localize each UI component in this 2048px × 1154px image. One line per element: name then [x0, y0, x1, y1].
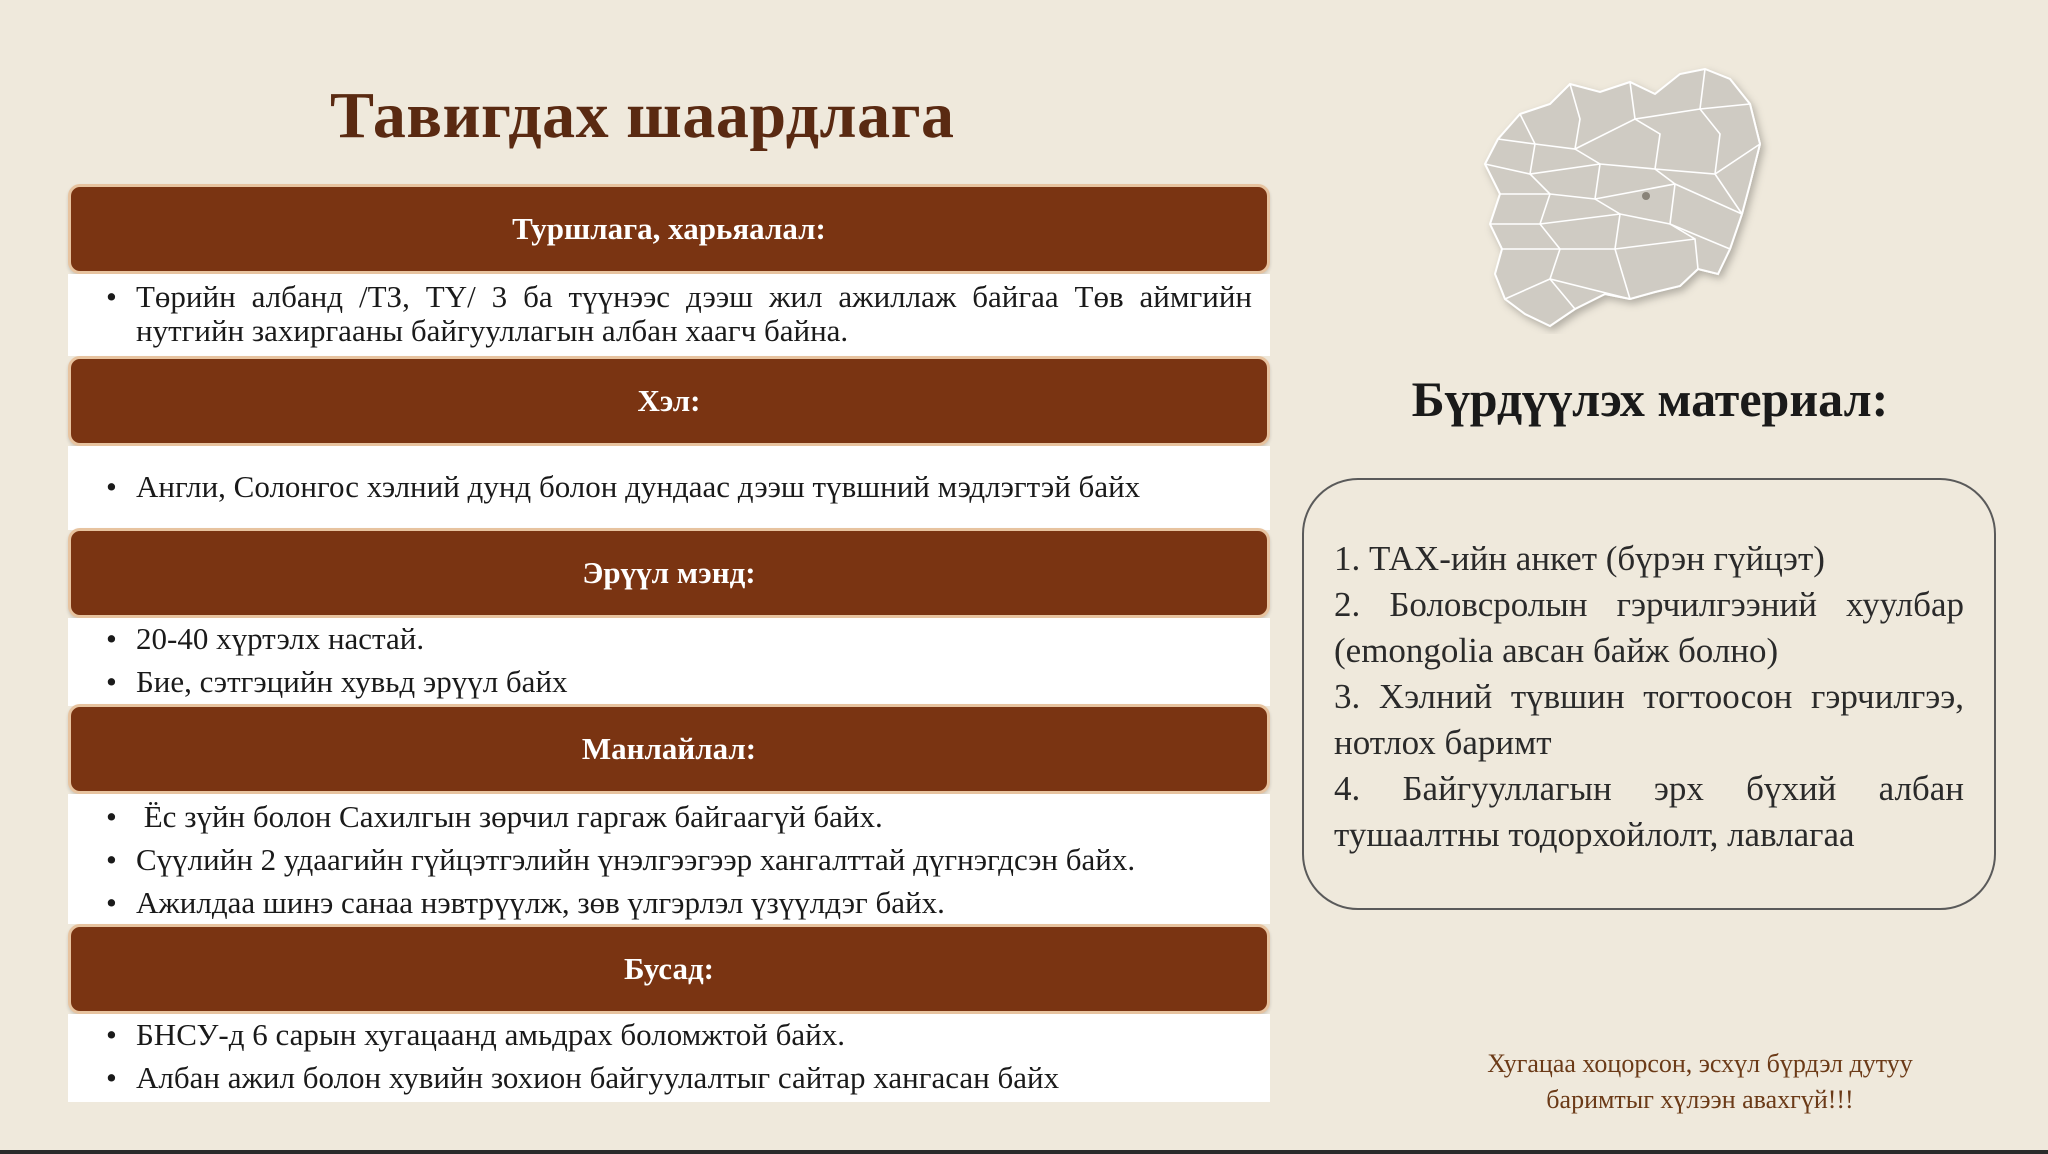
list-item: • БНСУ-д 6 сарын хугацаанд амьдрах боломжтой байх.: [106, 1018, 1252, 1052]
list-item: • Бие, сэтгэцийн хувьд эрүүл байх: [106, 665, 1252, 699]
section-header-language: Хэл:: [68, 356, 1270, 446]
list-item: • Ажилдаа шинэ санаа нэвтрүүлж, зөв үлгэрлэл үзүүлдэг байх.: [106, 886, 1252, 920]
page-title: Тавигдах шаардлага: [330, 79, 955, 152]
list-item: • Төрийн албанд /ТЗ, ТҮ/ 3 ба түүнээс дээш жил ажиллаж байгаа Төв аймгийн нутгийн захиргааны байгууллагын албан хаагч байна.: [106, 280, 1252, 348]
section-body-leadership: [68, 794, 1270, 924]
deadline-note-line: баримтыг хүлээн авахгүй!!!: [1546, 1085, 1854, 1114]
section-header-experience: Туршлага, харьяалал:: [68, 184, 1270, 274]
province-map-icon: [1480, 64, 1780, 334]
materials-box: [1302, 478, 1996, 910]
deadline-note-line: Хугацаа хоцорсон, эсхүл бүрдэл дутуу: [1487, 1049, 1913, 1078]
deadline-note: [1420, 1046, 1980, 1118]
materials-item: 4. Байгууллагын эрх бүхий албан тушаалтны тодорхойлолт, лавлагаа: [1334, 769, 1964, 854]
section-body-language: [68, 446, 1270, 530]
materials-item: 2. Боловсролын гэрчилгээний хуулбар (emongolia авсан байж болно): [1334, 585, 1964, 670]
list-item: • Ёс зүйн болон Сахилгын зөрчил гаргаж байгаагүй байх.: [106, 800, 1252, 834]
list-item: • Албан ажил болон хувийн зохион байгуулалтыг сайтар хангасан байх: [106, 1061, 1252, 1095]
materials-title: Бүрдүүлэх материал:: [1411, 371, 1889, 427]
section-body-other: [68, 1014, 1270, 1102]
list-item: • 20-40 хүртэлх настай.: [106, 622, 1252, 656]
section-header-other: Бусад:: [68, 924, 1270, 1014]
bottom-divider: [0, 1150, 2048, 1154]
materials-item: 3. Хэлний түвшин тогтоосон гэрчилгээ, нотлох баримт: [1334, 677, 1964, 762]
section-body-experience: [68, 274, 1270, 356]
materials-item: 1. ТАХ-ийн анкет (бүрэн гүйцэт): [1334, 539, 1825, 578]
list-item: • Сүүлийн 2 удаагийн гүйцэтгэлийн үнэлгээгээр хангалттай дүгнэгдсэн байх.: [106, 843, 1252, 877]
section-header-health: Эрүүл мэнд:: [68, 528, 1270, 618]
list-item: • Англи, Солонгос хэлний дунд болон дундаас дээш түвшний мэдлэгтэй байх: [106, 470, 1252, 504]
section-header-leadership: Манлайлал:: [68, 704, 1270, 794]
section-body-health: [68, 618, 1270, 706]
